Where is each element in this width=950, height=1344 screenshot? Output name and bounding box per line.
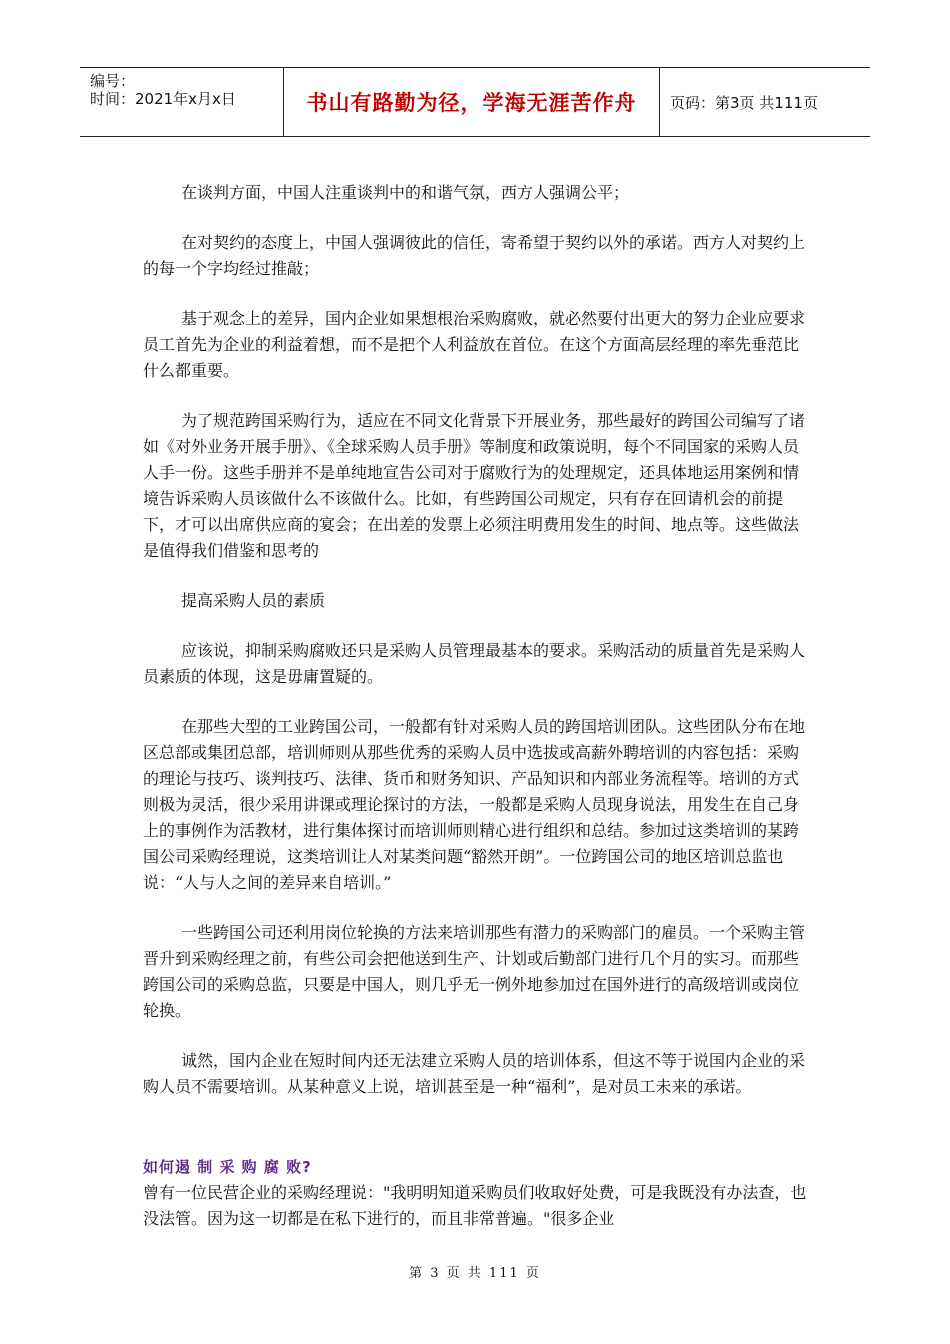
body-paragraph: 应该说，抑制采购腐败还只是采购人员管理最基本的要求。采购活动的质量首先是采购人员素质的体现，这是毋庸置疑的。 [143, 641, 806, 686]
header-motto: 书山有路勤为径，学海无涯苦作舟 [284, 68, 660, 136]
body-paragraph: 在那些大型的工业跨国公司，一般都有针对采购人员的跨国培训团队。这些团队分布在地区总部或集团总部，培训师则从那些优秀的采购人员中选拔或高薪外聘培训的内容包括：采购的理论与技巧、谈判技巧、法律、货币和财务知识、产品知识和内部业务流程等。培训的方式则极为灵活，很少采用讲课或理论探讨的方法，一般都是采购人员现身说法，用发生在自己身上的事例作为活教材，进行集体探讨而培训师则精心进行组织和总结。参加过这类培训的某跨国公司采购经理说，这类培训让人对某类问题“豁然开朗”。一位跨国公司的地区培训总监也说：“人与人之间的差异来自培训。” [143, 717, 806, 892]
header-meta-cell [80, 68, 284, 136]
body-paragraph: 在对契约的态度上，中国人强调彼此的信任，寄希望于契约以外的承诺。西方人对契约上的每一个字均经过推敲； [143, 233, 806, 278]
section-subheading: 提高采购人员的素质 [181, 591, 326, 610]
body-paragraph: 为了规范跨国采购行为，适应在不同文化背景下开展业务，那些最好的跨国公司编写了诸如《对外业务开展手册》、《全球采购人员手册》等制度和政策说明，每个不同国家的采购人员人手一份。这些手册并不是单纯地宣告公司对于腐败行为的处理规定，还具体地运用案例和情境告诉采购人员该做什么不该做什么。比如，有些跨国公司规定，只有存在回请机会的前提下，才可以出席供应商的宴会；在出差的发票上必须注明费用发生的时间、地点等。这些做法是值得我们借鉴和思考的 [143, 411, 806, 560]
body-paragraph-last: 曾有一位民营企业的采购经理说："我明明知道采购员们收取好处费，可是我既没有办法查，也没法管。因为这一切都是在私下进行的，而且非常普遍。"很多企业 [143, 1183, 807, 1228]
body-paragraph: 在谈判方面，中国人注重谈判中的和谐气氛，西方人强调公平； [181, 183, 630, 202]
body-paragraph: 基于观念上的差异，国内企业如果想根治采购腐败，就必然要付出更大的努力企业应要求员工首先为企业的利益着想，而不是把个人利益放在首位。在这个方面高层经理的率先垂范比什么都重要。 [143, 309, 806, 380]
document-code-label: 编号： [90, 72, 136, 90]
section-block [143, 1154, 810, 1232]
page-header [80, 67, 870, 137]
document-date-label: 时间：2021年x月x日 [90, 90, 236, 108]
document-body [143, 180, 810, 1100]
body-paragraph: 一些跨国公司还利用岗位轮换的方法来培训那些有潜力的采购部门的雇员。一个采购主管晋升到采购经理之前，有些公司会把他送到生产、计划或后勤部门进行几个月的实习。而那些跨国公司的采购总监，只要是中国人，则几乎无一例外地参加过在国外进行的高级培训或岗位轮换。 [143, 923, 806, 1020]
page-footer: 第 3 页 共 111 页 [409, 1266, 541, 1281]
header-page-number: 页码：第3页 共111页 [670, 93, 818, 112]
body-paragraph: 诚然，国内企业在短时间内还无法建立采购人员的培训体系，但这不等于说国内企业的采购人员不需要培训。从某种意义上说，培训甚至是一种“福利”，是对员工未来的承诺。 [143, 1051, 806, 1096]
section-title: 如何遏 制 采 购 腐 败? [143, 1158, 312, 1176]
